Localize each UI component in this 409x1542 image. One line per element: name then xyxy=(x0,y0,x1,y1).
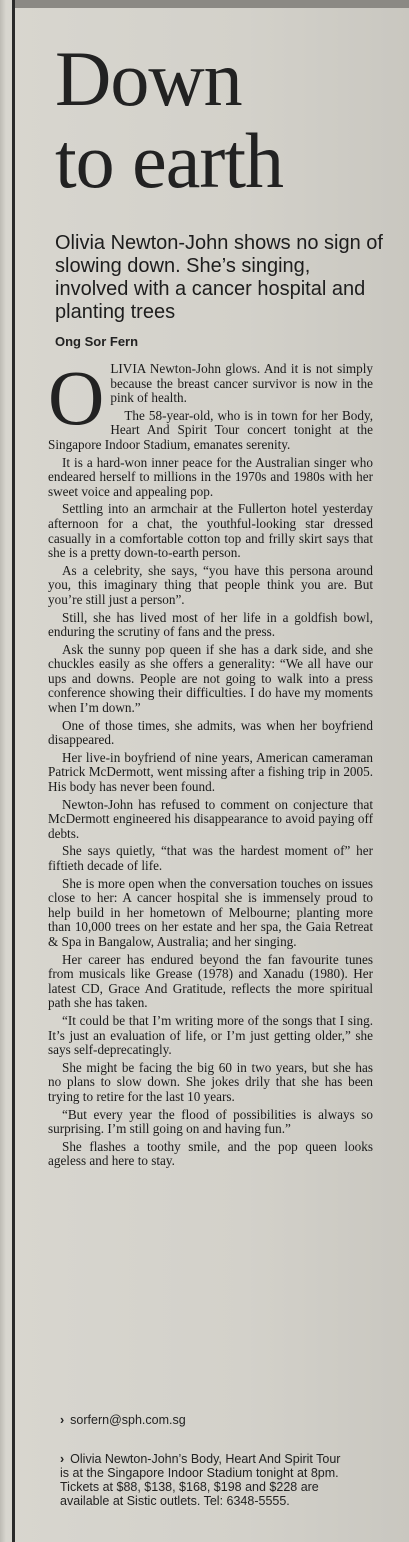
paragraph: As a celebrity, she says, “you have this persona around you, this imaginary thing that people think you are. But you’re still just a person”. xyxy=(48,562,373,607)
paragraph: It is a hard-won inner peace for the Australian singer who endeared herself to millions in the 1970s and 1980s with her sweet voice and appealing pop. xyxy=(48,454,373,499)
paragraph: “But every year the flood of possibilities is always so surprising. I’m still going on and having fun.” xyxy=(48,1106,373,1137)
event-info-text: Olivia Newton-John’s Body, Heart And Spirit Tour is at the Singapore Indoor Stadium tonight at 8pm. Tickets at $88, $138, $168, $198 and $228 are available at Sistic outlets. Tel: 6348-5555. xyxy=(60,1452,341,1508)
paragraph: Newton-John has refused to comment on conjecture that McDermott engineered his disappearance to avoid paying off debts. xyxy=(48,796,373,841)
paragraph: One of those times, she admits, was when her boyfriend disappeared. xyxy=(48,717,373,748)
paragraph: Still, she has lived most of her life in a goldfish bowl, enduring the scrutiny of fans and the press. xyxy=(48,609,373,640)
article-body xyxy=(48,354,373,1172)
event-info xyxy=(60,1452,350,1508)
byline: Ong Sor Fern xyxy=(55,334,139,349)
contact-arrow-icon: › xyxy=(60,1413,65,1427)
headline xyxy=(55,35,395,204)
paragraph-text: LIVIA Newton-John glows. And it is not simply because the breast cancer survivor is now in the pink of health. xyxy=(110,361,373,406)
top-edge xyxy=(12,0,409,8)
paragraph: Her live-in boyfriend of nine years, American cameraman Patrick McDermott, went missing after a fishing trip in 2005. His body has never been found. xyxy=(48,749,373,795)
paragraph: She is more open when the conversation touches on issues close to her: A cancer hospital she is immensely proud to help build in her hometown of Melbourne; planting more than 10,000 trees on her estate and her spa, the Gaia Retreat & Spa in Bangalow, Australia; and her singing. xyxy=(48,875,373,949)
paragraph: She flashes a toothy smile, and the pop queen looks ageless and here to stay. xyxy=(48,1138,373,1169)
contact-line xyxy=(60,1413,186,1427)
headline-line-2: to earth xyxy=(55,117,284,204)
standfirst: Olivia Newton-John shows no sign of slowing down. She’s singing, involved with a cancer hospital and planting trees xyxy=(55,232,383,323)
paragraph: “It could be that I’m writing more of the songs that I sing. It’s just an evaluation of life, or I’m just getting older,” she says self-deprecatingly. xyxy=(48,1012,373,1058)
paragraph: She might be facing the big 60 in two years, but she has no plans to slow down. She jokes drily that she has been trying to retire for the last 10 years. xyxy=(48,1059,373,1104)
drop-cap: O xyxy=(48,354,105,441)
paragraph: Settling into an armchair at the Fullerton hotel yesterday afternoon for a chat, the youthful-looking star dressed casually in a comfortable cotton top and frilly skirt says that she is a pretty down-to-earth person. xyxy=(48,501,373,561)
headline-line-1: Down xyxy=(55,35,242,122)
info-arrow-icon: › xyxy=(60,1452,65,1466)
paragraph: She says quietly, “that was the hardest moment of” her fiftieth decade of life. xyxy=(48,843,373,873)
paragraph: Ask the sunny pop queen if she has a dark side, and she chuckles easily as she offers a generality: “We all have our ups and downs. People are not going to walk into a press conference showing their difficulties. I do have my moments when I’m down.” xyxy=(48,641,373,716)
paragraph: Her career has endured beyond the fan favourite tunes from musicals like Grease (1978) and Xanadu (1980). Her latest CD, Grace And Gratitude, reflects the more spiritual path she has taken. xyxy=(48,951,373,1011)
paragraph: The 58-year-old, who is in town for her Body, Heart And Spirit Tour concert tonight at the Singapore Indoor Stadium, emanates serenity. xyxy=(48,407,373,452)
contact-email[interactable]: sorfern@sph.com.sg xyxy=(70,1413,186,1427)
column-rule xyxy=(12,0,15,1542)
